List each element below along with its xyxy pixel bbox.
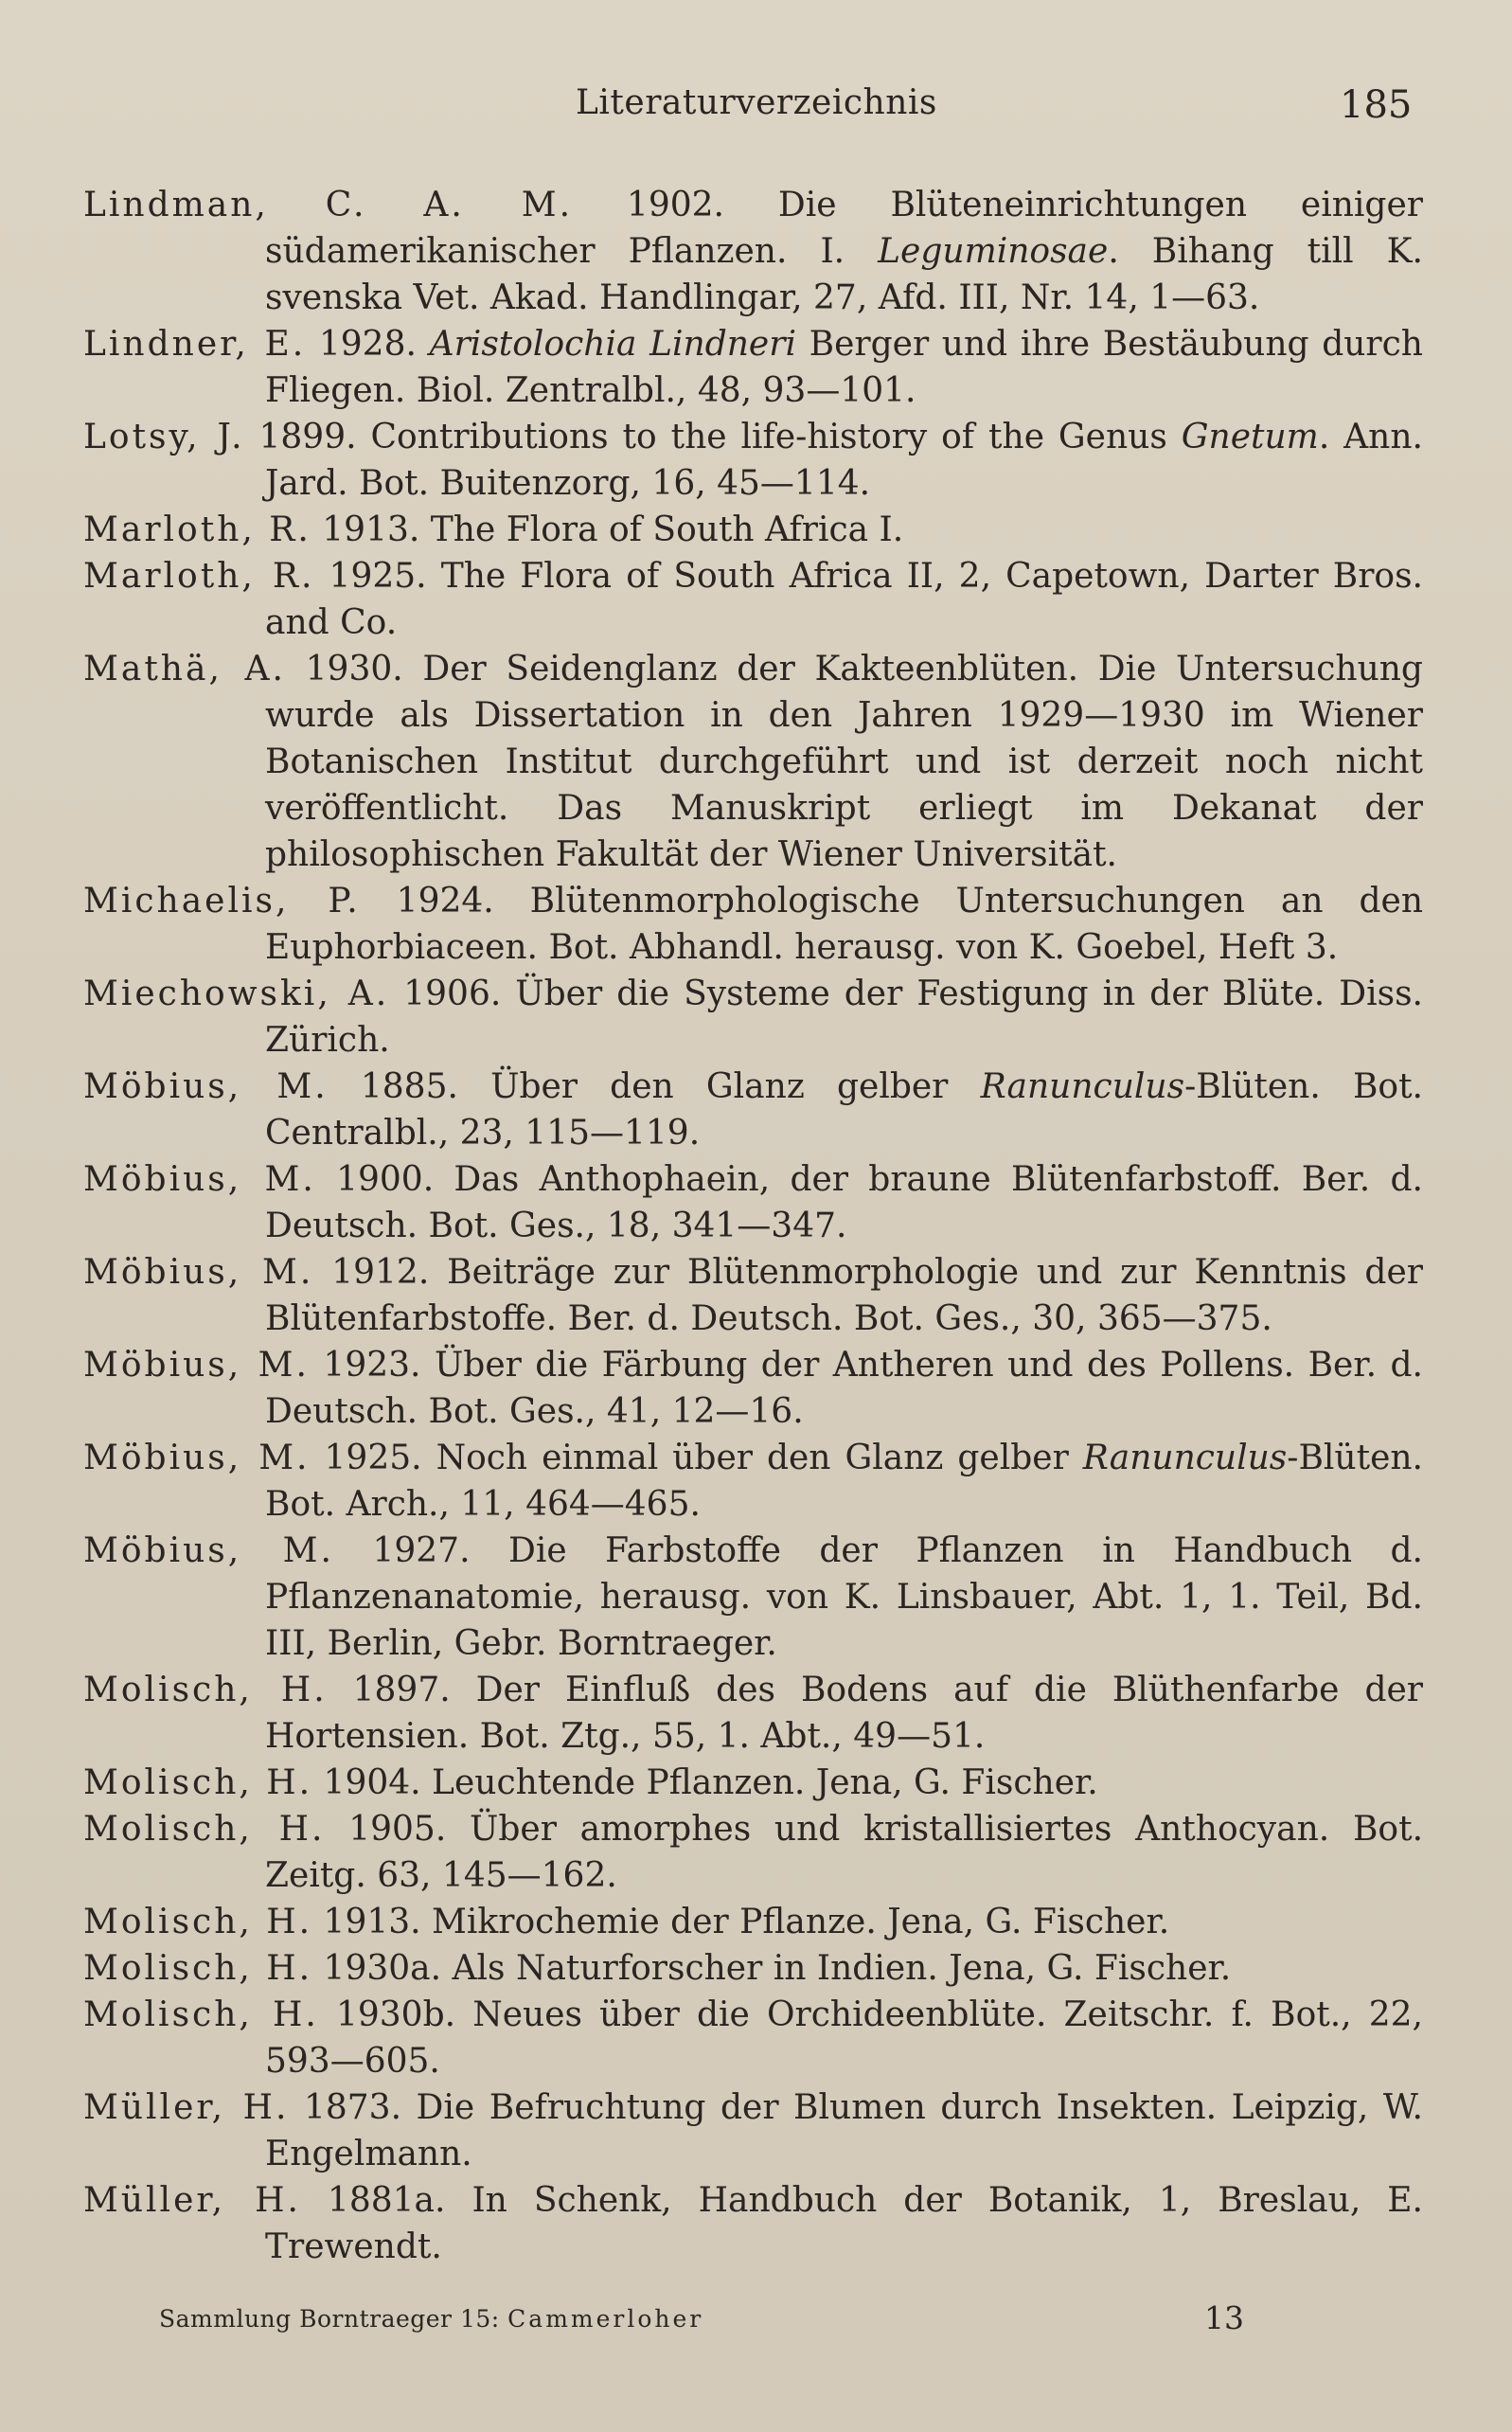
series-name: Sammlung Borntraeger 15: [159,2305,500,2333]
reference-author: Molisch, H. [83,1995,319,2034]
reference-taxon: Leguminosae [878,232,1109,271]
reference-text: 1930a. Als Naturforscher in Indien. Jena, G. Fischer. [312,1949,1232,1988]
reference-text: 1923. Über die Färbung der Antheren und des Pollens. Ber. d. Deutsch. Bot. Ges., 41, 12—16. [265,1346,1423,1431]
reference-text-cont: -Blüten. Bot. Arch., 11, 464—465. [265,1439,1423,1524]
reference-author: Lotsy, J. [83,418,245,456]
reference-entry [83,971,1423,1064]
reference-text: 1924. Blütenmorphologische Untersuchungen an den Euphorbiaceen. Bot. Abhandl. herausg. von K. Goebel, Heft 3. [265,882,1423,967]
reference-entry [83,1899,1423,1945]
reference-author: Möbius, M. [83,1253,314,1292]
reference-text: 1930. Der Seidenglanz der Kakteenblüten. Die Untersuchung wurde als Dissertation in den Jahren 1929—1930 im Wiener Botanischen Institut durchgeführt und ist derzeit noch nicht veröffentlicht. Das Manuskript erliegt im Dekanat der philosophischen Fakultät der Wiener Universität. [265,650,1423,874]
reference-author: Molisch, H. [83,1671,328,1709]
reference-text: 1873. Die Befruchtung der Blumen durch Insekten. Leipzig, W. Engelmann. [265,2088,1423,2173]
reference-text-cont: Berger und ihre Bestäubung durch Fliegen. Biol. Zentralbl., 48, 93—101. [265,325,1423,410]
reference-author: Müller, H. [83,2181,301,2220]
reference-taxon: Gnetum [1181,418,1319,456]
reference-entry [83,878,1423,971]
reference-author: Möbius, M. [83,1067,329,1106]
reference-author: Molisch, H. [83,1763,313,1802]
reference-entry [83,1760,1423,1806]
reference-entry [83,1528,1423,1667]
reference-text: 1904. Leuchtende Pflanzen. Jena, G. Fischer. [312,1763,1098,1802]
reference-entry [83,646,1423,878]
reference-entry [83,1064,1423,1156]
reference-entry [83,414,1423,507]
reference-entry [83,182,1423,321]
reference-text: 1928. [306,325,430,364]
reference-author: Michaelis, P. [83,882,361,921]
reference-text: 1881a. In Schenk, Handbuch der Botanik, 1, Breslau, E. Trewendt. [265,2181,1423,2266]
reference-entry [83,1342,1423,1435]
reference-author: Möbius, M. [83,1160,316,1199]
reference-text: 1905. Über amorphes und kristallisiertes Anthocyan. Bot. Zeitg. 63, 145—162. [265,1810,1424,1895]
reference-author: Lindner, E. [83,325,307,364]
reference-text: 1913. Mikrochemie der Pflanze. Jena, G. Fischer. [312,1903,1170,1941]
reference-text-cont: . Bihang till K. svenska Vet. Akad. Handlingar, 27, Afd. III, Nr. 14, 1—63. [265,232,1423,317]
reference-entry [83,553,1423,646]
series-author: Cammerloher [507,2305,704,2333]
reference-text: 1912. Beiträge zur Blütenmorphologie und zur Kenntnis der Blütenfarbstoffe. Ber. d. Deutsch. Bot. Ges., 30, 365—375. [265,1253,1423,1338]
reference-entry [83,2177,1423,2270]
reference-entry [83,1945,1423,1992]
reference-text: 1902. Die Blüteneinrichtungen einiger südamerikanischer Pflanzen. I. [265,186,1423,271]
reference-text: 1897. Der Einfluß des Bodens auf die Blüthenfarbe der Hortensien. Bot. Ztg., 55, 1. Abt., 49—51. [265,1671,1424,1756]
reference-entry [83,1992,1423,2084]
running-title: Literaturverzeichnis [576,83,937,122]
reference-author: Miechowski, A. [83,975,390,1013]
page-number: 185 [1340,83,1413,127]
reference-author: Marloth, R. [83,510,311,549]
reference-text: 1927. Die Farbstoffe der Pflanzen in Handbuch d. Pflanzenanatomie, herausg. von K. Linsbauer, Abt. 1, 1. Teil, Bd. III, Berlin, Gebr. Borntraeger. [265,1531,1423,1663]
reference-text: 1925. Noch einmal über den Glanz gelber [310,1439,1083,1477]
reference-entry [83,1249,1423,1342]
reference-entry [83,1806,1423,1899]
reference-text: 1899. Contributions to the life-history of the Genus [244,418,1182,456]
reference-author: Mathä, A. [83,650,286,688]
reference-author: Müller, H. [83,2088,290,2127]
reference-text: 1913. The Flora of South Africa I. [311,510,904,549]
reference-author: Molisch, H. [83,1810,326,1849]
reference-text: 1885. Über den Glanz gelber [328,1067,981,1106]
reference-text: 1906. Über die Systeme der Festigung in der Blüte. Diss. Zürich. [265,975,1423,1060]
reference-author: Möbius, M. [83,1439,311,1477]
reference-entry [83,321,1423,414]
reference-entry [83,507,1423,553]
reference-entry [83,1156,1423,1249]
reference-author: Molisch, H. [83,1949,313,1988]
reference-author: Möbius, M. [83,1346,310,1385]
reference-text-cont: -Blüten. Bot. Centralbl., 23, 115—119. [265,1067,1423,1153]
page-footer [0,2299,1512,2347]
series-note [159,2305,703,2333]
reference-author: Marloth, R. [83,557,315,596]
reference-text: 1925. The Flora of South Africa II, 2, Capetown, Darter Bros. and Co. [265,557,1424,642]
reference-list [83,182,1423,2270]
reference-text: 1900. Das Anthophaein, der braune Blütenfarbstoff. Ber. d. Deutsch. Bot. Ges., 18, 341—347. [265,1160,1423,1245]
reference-text: 1930b. Neues über die Orchideenblüte. Zeitschr. f. Bot., 22, 593—605. [265,1995,1423,2081]
reference-taxon: Aristolochia Lindneri [429,325,796,364]
reference-entry [83,2084,1423,2177]
reference-author: Möbius, M. [83,1531,334,1570]
reference-author: Lindman, C. A. M. [83,186,574,224]
reference-author: Molisch, H. [83,1903,313,1941]
reference-entry [83,1667,1423,1760]
reference-taxon: Ranunculus [980,1067,1185,1106]
running-header [0,83,1512,131]
reference-text-cont: . Ann. Jard. Bot. Buitenzorg, 16, 45—114. [265,418,1423,503]
reference-entry [83,1435,1423,1528]
reference-taxon: Ranunculus [1082,1439,1288,1477]
signature-mark: 13 [1204,2299,1244,2336]
